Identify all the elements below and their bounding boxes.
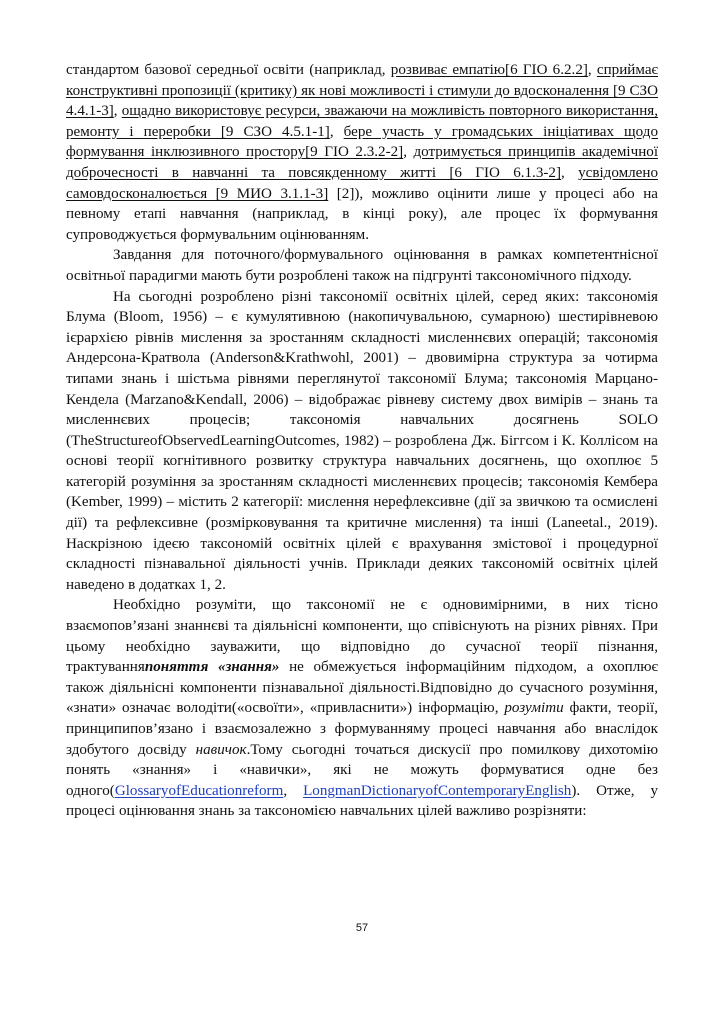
competency-reference: сприймає конструктивні пропозиції (критику) як нові можливості і стимули до вдосконалення [9 СЗО 4.4.1-3]	[66, 62, 658, 120]
emphasis-understand: розуміти	[504, 700, 564, 717]
competency-reference: усвідомлено самовдосконалюється [9 МИО 3.1.1-3]	[66, 164, 658, 202]
competency-reference: розвиває емпатію[6 ГІО 6.2.2]	[390, 62, 588, 78]
page-body	[66, 60, 658, 822]
competency-reference: ощадно використовує ресурси, зважаючи на можливість повторного використання, ремонту і переробки [9 СЗО 4.5.1-1]	[66, 103, 658, 140]
link-glossary-education-reform[interactable]: GlossaryofEducationreform	[114, 782, 284, 799]
competency-reference: дотримується принципів академічної доброчесності в навчанні та повсякденному житті [6 ГІО 6.1.3-2]	[66, 144, 659, 181]
page-number: 57	[355, 922, 369, 934]
competency-reference: бере участь у громадських ініціативах щодо формування інклюзивного простору[9 ГІО 2.3.2-2]	[66, 123, 659, 161]
paragraph-formative-tasks: Завдання для поточного/формувального оцінювання в рамках компетентнісної освітньої парадигми мають бути розроблені також на підгрунті таксономічного підходу.	[66, 247, 658, 284]
paragraph-knowledge: Необхідно розуміти, що таксономії не є одновимірними, в них тісно взаємопов’язані знаннєві та діяльнісні компоненти, що співіснують на різних рівнях. При цьому необхідно зауважити, що відповідно до сучасної теорії пізнання, трактуванняпоняття «знання» не обмежується інформаційним підходом, а охоплює також діяльнісні компоненти пізнавальної діяльності.Відповідно до сучасного розуміння, «знати» означає володіти(«освоїти», «привласнити») інформацію, розуміти факти, теорії, принципипов’язано і взаємозалежно з формуванняму процесі навчання або внаслідок здобутого досвіду навичок.Тому сьогодні точаться дискусії про помилкову дихотомію понять «знання» і «навички», які не можуть формуватися одне без одного(GlossaryofEducationreform, LongmanDictionaryofContemporaryEnglish). Отже, у процесі оцінювання знань за таксономією навчальних цілей важливо розрізняти:	[66, 597, 659, 820]
emphasis-knowledge-concept: поняття «знання»	[144, 659, 280, 676]
paragraph-taxonomies: На сьогодні розроблено різні таксономії освітніх цілей, серед яких: таксономія Блума (Bloom, 1956) – є кумулятивною (накопичувальною, сумарною) шестирівневою ієрархією рівнів мислення за зростанням складності мисленнєвих операцій; таксономія Андерсона-Кратвола (Anderson&Krathwohl, 2001) – двовимірна структура за чотирма типами знань і шістьма рівнями переглянутої таксономії Блума; таксономія Марцано-Кендела (Marzano&Kendall, 2006) – відображає рівневу систему двох вимірів – знань та мисленнєвих процесів; таксономія навчальних досягнень SOLO (TheStructureofObservedLearningOutcomes, 1982) – розроблена Дж. Біггсом і К. Коллісом на основі теорії когнітивного розвитку структура навчальних досягнень, що охоплює 5 категорій розуміння за зростанням складності мисленнєвих процесів; таксономія Кембера (Kember, 1999) – містить 2 категорії: мислення нерефлексивне (дії за звичкою та осмислені дії) та рефлексивне (розмірковування та критичне мислення) та інші (Laneetal., 2019). Наскрізною ідеєю таксономій освітніх цілей є врахування змістової і процедурної складності пізнавальної діяльності учнів. Приклади деяких таксономій освітніх цілей наведено в додатках 1, 2.	[66, 288, 658, 593]
emphasis-skills: навичок	[195, 741, 247, 758]
paragraph-competencies: стандартом базової середньої освіти (наприклад, розвиває емпатію[6 ГІО 6.2.2], сприймає конструктивні пропозиції (критику) як нові можливості і стимули до вдосконалення [9 СЗО 4.4.1-3], ощадно використовує ресурси, зважаючи на можливість повторного використання, ремонту і переробки [9 СЗО 4.5.1-1], бере участь у громадських ініціативах щодо формування інклюзивного простору[9 ГІО 2.3.2-2], дотримується принципів академічної доброчесності в навчанні та повсякденному житті [6 ГІО 6.1.3-2], усвідомлено самовдосконалюється [9 МИО 3.1.1-3] [2]), можливо оцінити лише у процесі або на певному етапі навчання (наприклад, в кінці року), але процес їх формування супроводжується формувальним оцінюванням.	[66, 62, 659, 243]
link-longman-dictionary[interactable]: LongmanDictionaryofContemporaryEnglish	[303, 782, 572, 799]
